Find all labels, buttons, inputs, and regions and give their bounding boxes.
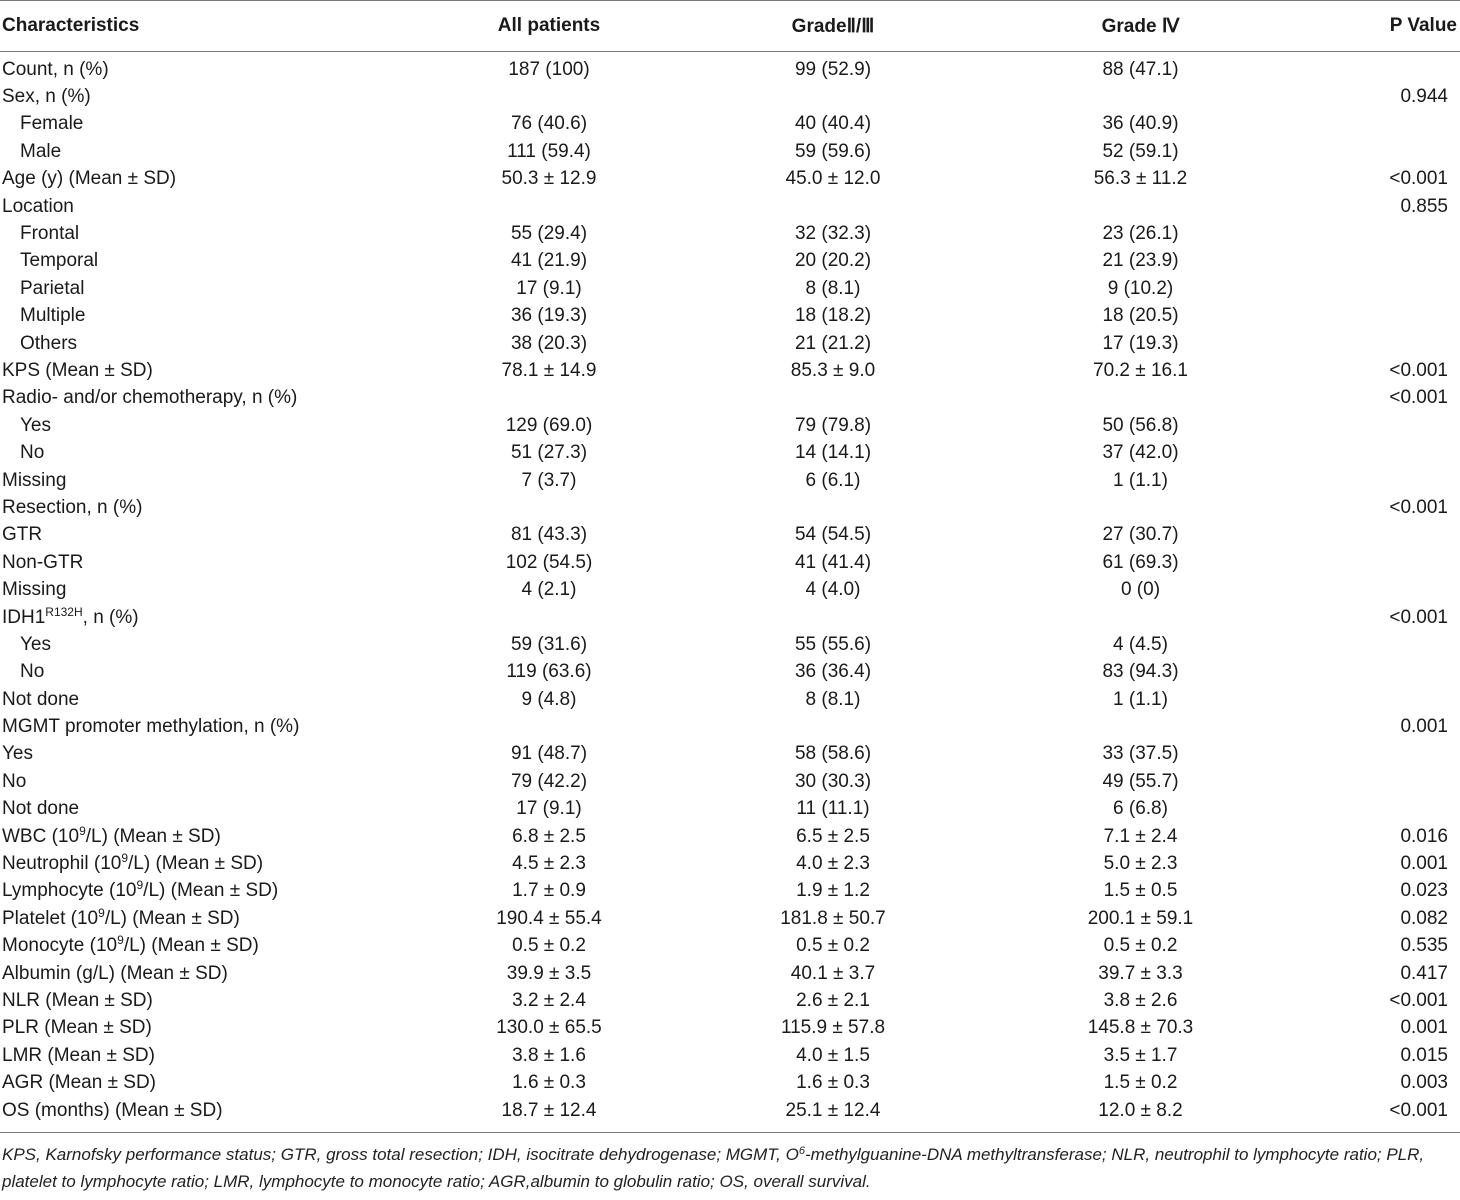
cell-grade-4: 1.5 ± 0.2: [1103, 1072, 1178, 1094]
cell-grade-2-3: 115.9 ± 57.8: [780, 1017, 886, 1039]
cell-all-patients: [430, 193, 668, 220]
cell-grade-2-3: 181.8 ± 50.7: [780, 907, 886, 929]
cell-grade-4: 56.3 ± 11.2: [1093, 168, 1188, 190]
row-label: [0, 741, 430, 768]
cell-p-value: [1283, 220, 1460, 247]
cell-p-value: [1283, 111, 1460, 138]
row-label: [0, 357, 430, 384]
cell-grade-2-3: 36 (36.4): [794, 661, 872, 683]
cell-all-patients: 129 (69.0): [505, 414, 593, 436]
cell-grade-4: 4 (4.5): [1113, 633, 1168, 655]
cell-grade-4: 7.1 ± 2.4: [1103, 825, 1178, 847]
row-label: [0, 1069, 430, 1096]
cell-grade-2-3: 6 (6.1): [805, 469, 861, 491]
cell-grade-2-3: 2.6 ± 2.1: [796, 989, 870, 1011]
row-label: [0, 52, 430, 84]
row-label-text: Parietal: [20, 277, 85, 299]
cell-grade-2-3: 32 (32.3): [794, 223, 872, 245]
row-label-text: GTR: [2, 524, 43, 546]
cell-grade-4: 21 (23.9): [1102, 250, 1179, 272]
row-label: [0, 111, 430, 138]
table-row: [0, 494, 1460, 521]
cell-p-value: 0.082: [1400, 907, 1448, 929]
row-label: [0, 905, 430, 932]
cell-grade-4: 61 (69.3): [1102, 551, 1179, 573]
table-row: [0, 522, 1460, 549]
cell-grade-2-3: 11 (11.1): [796, 798, 870, 820]
cell-all-patients: 38 (20.3): [510, 332, 588, 354]
row-label-text: Non-GTR: [2, 551, 84, 573]
row-label-text: KPS (Mean ± SD): [2, 359, 153, 381]
table-row: [0, 330, 1460, 357]
cell-grade-2-3: 79 (79.8): [794, 414, 872, 436]
cell-all-patients: 36 (19.3): [510, 305, 588, 327]
cell-all-patients: 79 (42.2): [510, 770, 588, 792]
cell-grade-4: 3.8 ± 2.6: [1103, 989, 1178, 1011]
row-label: [0, 1015, 430, 1042]
cell-p-value: [1283, 275, 1460, 302]
row-label: [0, 166, 430, 193]
cell-grade-2-3: 40 (40.4): [794, 113, 872, 135]
row-label-text: Female: [20, 113, 84, 135]
cell-grade-4: 83 (94.3): [1102, 661, 1179, 683]
table-row: [0, 138, 1460, 165]
table-row: [0, 604, 1460, 631]
cell-all-patients: 119 (63.6): [506, 661, 592, 683]
cell-all-patients: 50.3 ± 12.9: [501, 168, 597, 190]
cell-grade-4: [998, 713, 1283, 740]
footnote-superscript: 6: [798, 1145, 805, 1158]
cell-p-value: [1283, 330, 1460, 357]
row-label-text: No: [20, 442, 45, 464]
row-label: [0, 1042, 430, 1069]
cell-p-value: [1283, 686, 1460, 713]
cell-all-patients: 18.7 ± 12.4: [501, 1099, 597, 1121]
table-row: [0, 850, 1460, 877]
row-label-text: NLR (Mean ± SD): [2, 989, 153, 1011]
cell-grade-2-3: 4 (4.0): [805, 579, 861, 601]
row-label-suffix: /L) (Mean ± SD): [123, 935, 259, 957]
cell-all-patients: 130.0 ± 65.5: [496, 1017, 602, 1039]
row-label-text: Yes: [20, 633, 51, 655]
row-label-text: Location: [2, 195, 74, 217]
row-label: [0, 412, 430, 439]
row-label: [0, 220, 430, 247]
cell-p-value: <0.001: [1389, 359, 1448, 381]
cell-grade-2-3: 99 (52.9): [794, 58, 872, 80]
table-row: [0, 768, 1460, 795]
row-label-text: Neutrophil (10: [2, 853, 122, 875]
cell-grade-4: 39.7 ± 3.3: [1098, 962, 1183, 984]
row-label: [0, 138, 430, 165]
row-label-text: Not done: [2, 688, 80, 710]
cell-grade-2-3: 8 (8.1): [805, 688, 861, 710]
row-label-text: Yes: [2, 743, 33, 765]
cell-grade-4: 70.2 ± 16.1: [1093, 359, 1188, 381]
cell-grade-4: [998, 83, 1283, 110]
cell-grade-4: 50 (56.8): [1102, 414, 1179, 436]
cell-all-patients: 111 (59.4): [507, 140, 591, 162]
cell-all-patients: 190.4 ± 55.4: [496, 907, 602, 929]
table-row: [0, 166, 1460, 193]
cell-all-patients: 3.8 ± 1.6: [512, 1044, 586, 1066]
cell-grade-4: 17 (19.3): [1102, 332, 1179, 354]
row-label-text: Frontal: [20, 223, 80, 245]
cell-grade-4: 23 (26.1): [1102, 223, 1179, 245]
cell-p-value: 0.023: [1400, 880, 1448, 902]
row-label: [0, 303, 430, 330]
table-row: [0, 905, 1460, 932]
row-label: [0, 549, 430, 576]
table-row: [0, 385, 1460, 412]
row-label-superscript: R132H: [45, 604, 83, 619]
cell-all-patients: 102 (54.5): [505, 551, 593, 573]
table-row: [0, 987, 1460, 1014]
cell-grade-4: [998, 193, 1283, 220]
cell-all-patients: 81 (43.3): [510, 524, 588, 546]
row-label: [0, 631, 430, 658]
cell-grade-2-3: 30 (30.3): [794, 770, 872, 792]
row-label-text: Others: [20, 332, 78, 354]
cell-p-value: 0.016: [1400, 825, 1448, 847]
row-label: [0, 330, 430, 357]
row-label: [0, 686, 430, 713]
cell-all-patients: [430, 713, 668, 740]
cell-grade-2-3: 59 (59.6): [794, 140, 872, 162]
table-row: [0, 52, 1460, 84]
row-label-text: Albumin (g/L) (Mean ± SD): [2, 962, 228, 984]
cell-grade-2-3: 85.3 ± 9.0: [790, 359, 876, 381]
row-label: [0, 467, 430, 494]
cell-p-value: 0.944: [1400, 86, 1448, 108]
row-label-text: OS (months) (Mean ± SD): [2, 1099, 223, 1121]
cell-all-patients: 39.9 ± 3.5: [506, 962, 592, 984]
cell-p-value: [1283, 522, 1460, 549]
cell-grade-4: 1 (1.1): [1113, 688, 1168, 710]
cell-p-value: 0.001: [1400, 1017, 1448, 1039]
row-label-text: Not done: [2, 798, 80, 820]
cell-all-patients: 78.1 ± 14.9: [501, 359, 597, 381]
header-p-value: P Value: [1283, 1, 1460, 52]
cell-p-value: [1283, 439, 1460, 466]
table-row: [0, 220, 1460, 247]
cell-p-value: [1283, 659, 1460, 686]
cell-all-patients: 0.5 ± 0.2: [512, 935, 586, 957]
table-row: [0, 686, 1460, 713]
row-label: [0, 850, 430, 877]
table-row: [0, 933, 1460, 960]
header-characteristics: Characteristics: [0, 1, 430, 52]
cell-grade-2-3: [668, 83, 998, 110]
row-label-text: Missing: [2, 469, 67, 491]
table-row: [0, 741, 1460, 768]
header-grade-4: Grade Ⅳ: [998, 1, 1283, 52]
table-row: [0, 631, 1460, 658]
row-label: [0, 1097, 430, 1132]
cell-grade-4: 6 (6.8): [1113, 798, 1168, 820]
row-label-suffix: /L) (Mean ± SD): [143, 880, 279, 902]
cell-grade-2-3: 6.5 ± 2.5: [796, 825, 870, 847]
cell-grade-2-3: 1.6 ± 0.3: [796, 1072, 870, 1094]
row-label-suffix: , n (%): [82, 606, 139, 628]
row-label: [0, 83, 430, 110]
row-label-text: Multiple: [20, 305, 86, 327]
cell-grade-4: 37 (42.0): [1102, 442, 1179, 464]
cell-grade-2-3: 0.5 ± 0.2: [796, 935, 870, 957]
row-label-text: Monocyte (10: [2, 935, 118, 957]
row-label-text: Lymphocyte (10: [2, 880, 137, 902]
table-row: [0, 1042, 1460, 1069]
table-row: [0, 467, 1460, 494]
cell-p-value: 0.003: [1400, 1072, 1448, 1094]
cell-all-patients: 41 (21.9): [510, 250, 588, 272]
cell-grade-4: 12.0 ± 8.2: [1098, 1099, 1183, 1121]
cell-grade-4: 9 (10.2): [1107, 277, 1174, 299]
row-label-suffix: /L) (Mean ± SD): [85, 825, 221, 847]
cell-grade-2-3: 45.0 ± 12.0: [785, 168, 881, 190]
cell-grade-4: 0 (0): [1120, 579, 1161, 601]
row-label: [0, 823, 430, 850]
cell-grade-4: 27 (30.7): [1102, 524, 1179, 546]
cell-p-value: 0.015: [1400, 1044, 1448, 1066]
cell-grade-2-3: 41 (41.4): [794, 551, 872, 573]
row-label-text: No: [2, 770, 27, 792]
cell-all-patients: 91 (48.7): [510, 743, 588, 765]
table-row: [0, 659, 1460, 686]
row-label: [0, 796, 430, 823]
table-row: [0, 111, 1460, 138]
cell-grade-4: 49 (55.7): [1102, 770, 1179, 792]
cell-grade-4: 1.5 ± 0.5: [1103, 880, 1178, 902]
row-label-text: Missing: [2, 579, 67, 601]
cell-p-value: <0.001: [1389, 496, 1448, 518]
cell-all-patients: [430, 604, 668, 631]
table-row: [0, 1015, 1460, 1042]
cell-all-patients: 4.5 ± 2.3: [512, 853, 586, 875]
row-label-superscript: 9: [136, 878, 144, 893]
row-label-text: MGMT promoter methylation, n (%): [2, 716, 300, 738]
row-label-text: No: [20, 661, 45, 683]
row-label-suffix: /L) (Mean ± SD): [104, 907, 240, 929]
row-label-superscript: 9: [98, 905, 105, 920]
cell-grade-2-3: 4.0 ± 2.3: [796, 853, 870, 875]
cell-grade-2-3: 25.1 ± 12.4: [785, 1099, 881, 1121]
cell-all-patients: [430, 494, 668, 521]
row-label: [0, 987, 430, 1014]
cell-grade-2-3: [668, 385, 998, 412]
cell-p-value: [1283, 303, 1460, 330]
cell-grade-4: 18 (20.5): [1102, 305, 1179, 327]
cell-grade-4: 88 (47.1): [1102, 58, 1179, 80]
table-row: [0, 796, 1460, 823]
cell-p-value: 0.417: [1400, 962, 1448, 984]
row-label-text: LMR (Mean ± SD): [2, 1044, 155, 1066]
row-label: [0, 576, 430, 603]
cell-grade-4: 36 (40.9): [1102, 113, 1179, 135]
cell-grade-2-3: 40.1 ± 3.7: [790, 962, 876, 984]
table-row: [0, 576, 1460, 603]
table-row: [0, 412, 1460, 439]
cell-grade-4: 52 (59.1): [1102, 140, 1179, 162]
table-row: [0, 1069, 1460, 1096]
cell-grade-4: [998, 494, 1283, 521]
cell-p-value: [1283, 576, 1460, 603]
cell-grade-4: [998, 385, 1283, 412]
row-label-text: Sex, n (%): [2, 86, 91, 108]
cell-p-value: [1283, 631, 1460, 658]
row-label-text: IDH1: [2, 606, 46, 628]
cell-p-value: <0.001: [1389, 168, 1448, 190]
footnote: [0, 1132, 1460, 1195]
header-row: [0, 1, 1460, 52]
cell-all-patients: 17 (9.1): [516, 798, 582, 820]
cell-all-patients: 17 (9.1): [516, 277, 582, 299]
cell-all-patients: [430, 83, 668, 110]
cell-grade-2-3: 14 (14.1): [794, 442, 872, 464]
cell-grade-4: 200.1 ± 59.1: [1087, 907, 1194, 929]
row-label: [0, 878, 430, 905]
cell-grade-2-3: 54 (54.5): [794, 524, 872, 546]
cell-all-patients: 9 (4.8): [521, 688, 577, 710]
cell-p-value: 0.535: [1400, 935, 1448, 957]
cell-grade-2-3: [668, 494, 998, 521]
table-row: [0, 248, 1460, 275]
row-label-superscript: 9: [79, 823, 86, 838]
footnote-text-end: -methylguanine-DNA methyltransferase; NLR, neutrophil to lymphocyte ratio; PLR, platelet to lymphocyte ratio; LMR, lymphocyte to monocyte ratio; AGR,albumin to globulin ratio; OS, overall survival.: [2, 1145, 1425, 1192]
row-label-text: Platelet (10: [2, 907, 99, 929]
row-label-text: Yes: [20, 414, 51, 436]
cell-all-patients: 6.8 ± 2.5: [512, 825, 586, 847]
cell-grade-2-3: 1.9 ± 1.2: [796, 880, 870, 902]
cell-all-patients: 7 (3.7): [521, 469, 577, 491]
cell-grade-2-3: 58 (58.6): [794, 743, 872, 765]
row-label: [0, 248, 430, 275]
cell-p-value: [1283, 52, 1460, 84]
cell-grade-2-3: [668, 604, 998, 631]
row-label-text: WBC (10: [2, 825, 80, 847]
table-row: [0, 275, 1460, 302]
row-label-superscript: 9: [121, 851, 129, 866]
cell-all-patients: 76 (40.6): [510, 113, 588, 135]
cell-all-patients: 55 (29.4): [510, 223, 588, 245]
row-label: [0, 713, 430, 740]
cell-grade-2-3: 4.0 ± 1.5: [796, 1044, 870, 1066]
row-label: [0, 604, 430, 631]
row-label: [0, 933, 430, 960]
cell-p-value: 0.855: [1400, 195, 1448, 217]
table-body: [0, 52, 1460, 1133]
cell-p-value: 0.001: [1400, 716, 1448, 738]
cell-all-patients: 4 (2.1): [521, 579, 577, 601]
cell-p-value: [1283, 138, 1460, 165]
row-label-text: Male: [20, 140, 62, 162]
table-row: [0, 960, 1460, 987]
cell-grade-2-3: 18 (18.2): [794, 305, 872, 327]
row-label: [0, 193, 430, 220]
table-row: [0, 878, 1460, 905]
cell-grade-4: 33 (37.5): [1102, 743, 1179, 765]
row-label: [0, 439, 430, 466]
cell-grade-2-3: 21 (21.2): [794, 332, 872, 354]
cell-p-value: 0.001: [1400, 853, 1448, 875]
cell-all-patients: [430, 385, 668, 412]
header-grade-2-3: GradeⅡ/Ⅲ: [668, 1, 998, 52]
cell-all-patients: 51 (27.3): [510, 442, 588, 464]
cell-all-patients: 1.7 ± 0.9: [512, 880, 586, 902]
cell-all-patients: 3.2 ± 2.4: [512, 989, 586, 1011]
cell-p-value: [1283, 467, 1460, 494]
footnote-text-start: KPS, Karnofsky performance status; GTR, gross total resection; IDH, isocitrate dehydrogenase; MGMT, O: [2, 1145, 799, 1165]
row-label-text: Count, n (%): [2, 58, 109, 80]
cell-p-value: [1283, 248, 1460, 275]
table-row: [0, 713, 1460, 740]
row-label-suffix: /L) (Mean ± SD): [128, 853, 264, 875]
cell-all-patients: 1.6 ± 0.3: [512, 1072, 586, 1094]
cell-grade-4: 145.8 ± 70.3: [1087, 1017, 1194, 1039]
header-all-patients: All patients: [430, 1, 668, 52]
cell-p-value: [1283, 796, 1460, 823]
cell-grade-4: 5.0 ± 2.3: [1103, 853, 1178, 875]
cell-all-patients: 59 (31.6): [510, 633, 588, 655]
row-label-text: PLR (Mean ± SD): [2, 1017, 152, 1039]
row-label-text: Age (y) (Mean ± SD): [2, 168, 177, 190]
table-row: [0, 549, 1460, 576]
row-label: [0, 960, 430, 987]
cell-grade-2-3: 20 (20.2): [794, 250, 872, 272]
cell-p-value: [1283, 412, 1460, 439]
row-label: [0, 275, 430, 302]
cell-grade-2-3: 8 (8.1): [805, 277, 861, 299]
cell-grade-4: 1 (1.1): [1113, 469, 1168, 491]
table-row: [0, 357, 1460, 384]
cell-p-value: <0.001: [1389, 989, 1448, 1011]
cell-all-patients: 187 (100): [508, 58, 590, 80]
table-row: [0, 83, 1460, 110]
cell-p-value: [1283, 741, 1460, 768]
row-label: [0, 385, 430, 412]
cell-grade-2-3: 55 (55.6): [794, 633, 872, 655]
row-label-text: Temporal: [20, 250, 99, 272]
row-label: [0, 659, 430, 686]
cell-p-value: <0.001: [1389, 1099, 1448, 1121]
table-row: [0, 193, 1460, 220]
cell-p-value: [1283, 768, 1460, 795]
row-label-text: AGR (Mean ± SD): [2, 1072, 157, 1094]
cell-grade-2-3: [668, 713, 998, 740]
table-row: [0, 303, 1460, 330]
table-row: [0, 439, 1460, 466]
cell-p-value: [1283, 549, 1460, 576]
cell-p-value: <0.001: [1389, 387, 1448, 409]
table-row: [0, 1097, 1460, 1132]
cell-p-value: <0.001: [1389, 606, 1448, 628]
cell-grade-2-3: [668, 193, 998, 220]
row-label: [0, 768, 430, 795]
row-label: [0, 494, 430, 521]
cell-grade-4: 0.5 ± 0.2: [1103, 935, 1178, 957]
row-label-text: Radio- and/or chemotherapy, n (%): [2, 387, 298, 409]
cell-grade-4: 3.5 ± 1.7: [1103, 1044, 1178, 1066]
cell-grade-4: [998, 604, 1283, 631]
row-label-superscript: 9: [117, 933, 124, 948]
row-label-text: Resection, n (%): [2, 496, 143, 518]
row-label: [0, 522, 430, 549]
table-row: [0, 823, 1460, 850]
